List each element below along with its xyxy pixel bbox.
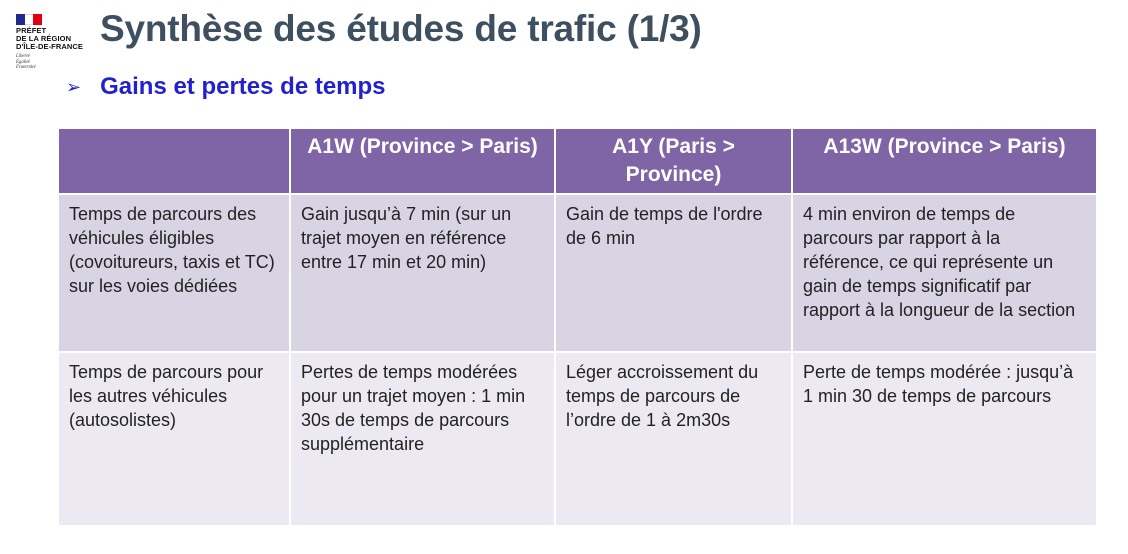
header-a1y: A1Y (Paris > Province) [555, 128, 792, 194]
table-cell: Léger accroissement du temps de parcours de l’ordre de 1 à 2m30s [555, 352, 792, 526]
row-label: Temps de parcours des véhicules éligibles (covoitureurs, taxis et TC) sur les voies dédiées [58, 194, 290, 352]
prefecture-logo [16, 14, 98, 71]
page-title: Synthèse des études de trafic (1/3) [100, 8, 702, 49]
table-header-row [58, 128, 1097, 194]
row-label: Temps de parcours pour les autres véhicules (autosolistes) [58, 352, 290, 526]
header-empty [58, 128, 290, 194]
logo-motto [16, 54, 98, 71]
logo-motto-1: Liberté [16, 54, 30, 59]
logo-line-3: D'ÎLE-DE-FRANCE [16, 42, 84, 51]
logo-motto-2: Égalité [16, 59, 30, 65]
french-flag-icon [16, 14, 42, 25]
table-cell: Gain de temps de l'ordre de 6 min [555, 194, 792, 352]
table-cell: Perte de temps modérée : jusqu’à 1 min 30 de temps de parcours [792, 352, 1097, 526]
header-a13w: A13W (Province > Paris) [792, 128, 1097, 194]
table-row [58, 352, 1097, 526]
table-cell: Gain jusqu’à 7 min (sur un trajet moyen en référence entre 17 min et 20 min) [290, 194, 555, 352]
logo-line-2: DE LA RÉGION [16, 34, 72, 43]
subtitle-text: Gains et pertes de temps [100, 73, 386, 100]
section-subtitle [66, 73, 386, 101]
traffic-study-table [57, 127, 1098, 527]
logo-motto-3: Fraternité [16, 65, 36, 70]
table-cell: Pertes de temps modérées pour un trajet moyen : 1 min 30s de temps de parcours supplémentaire [290, 352, 555, 526]
arrow-right-icon: ➢ [66, 77, 82, 97]
logo-line-1: PRÉFET [16, 26, 47, 35]
table-cell: 4 min environ de temps de parcours par rapport à la référence, ce qui représente un gain de temps significatif par rapport à la longueur de la section [792, 194, 1097, 352]
table-row [58, 194, 1097, 352]
header-a1w: A1W (Province > Paris) [290, 128, 555, 194]
